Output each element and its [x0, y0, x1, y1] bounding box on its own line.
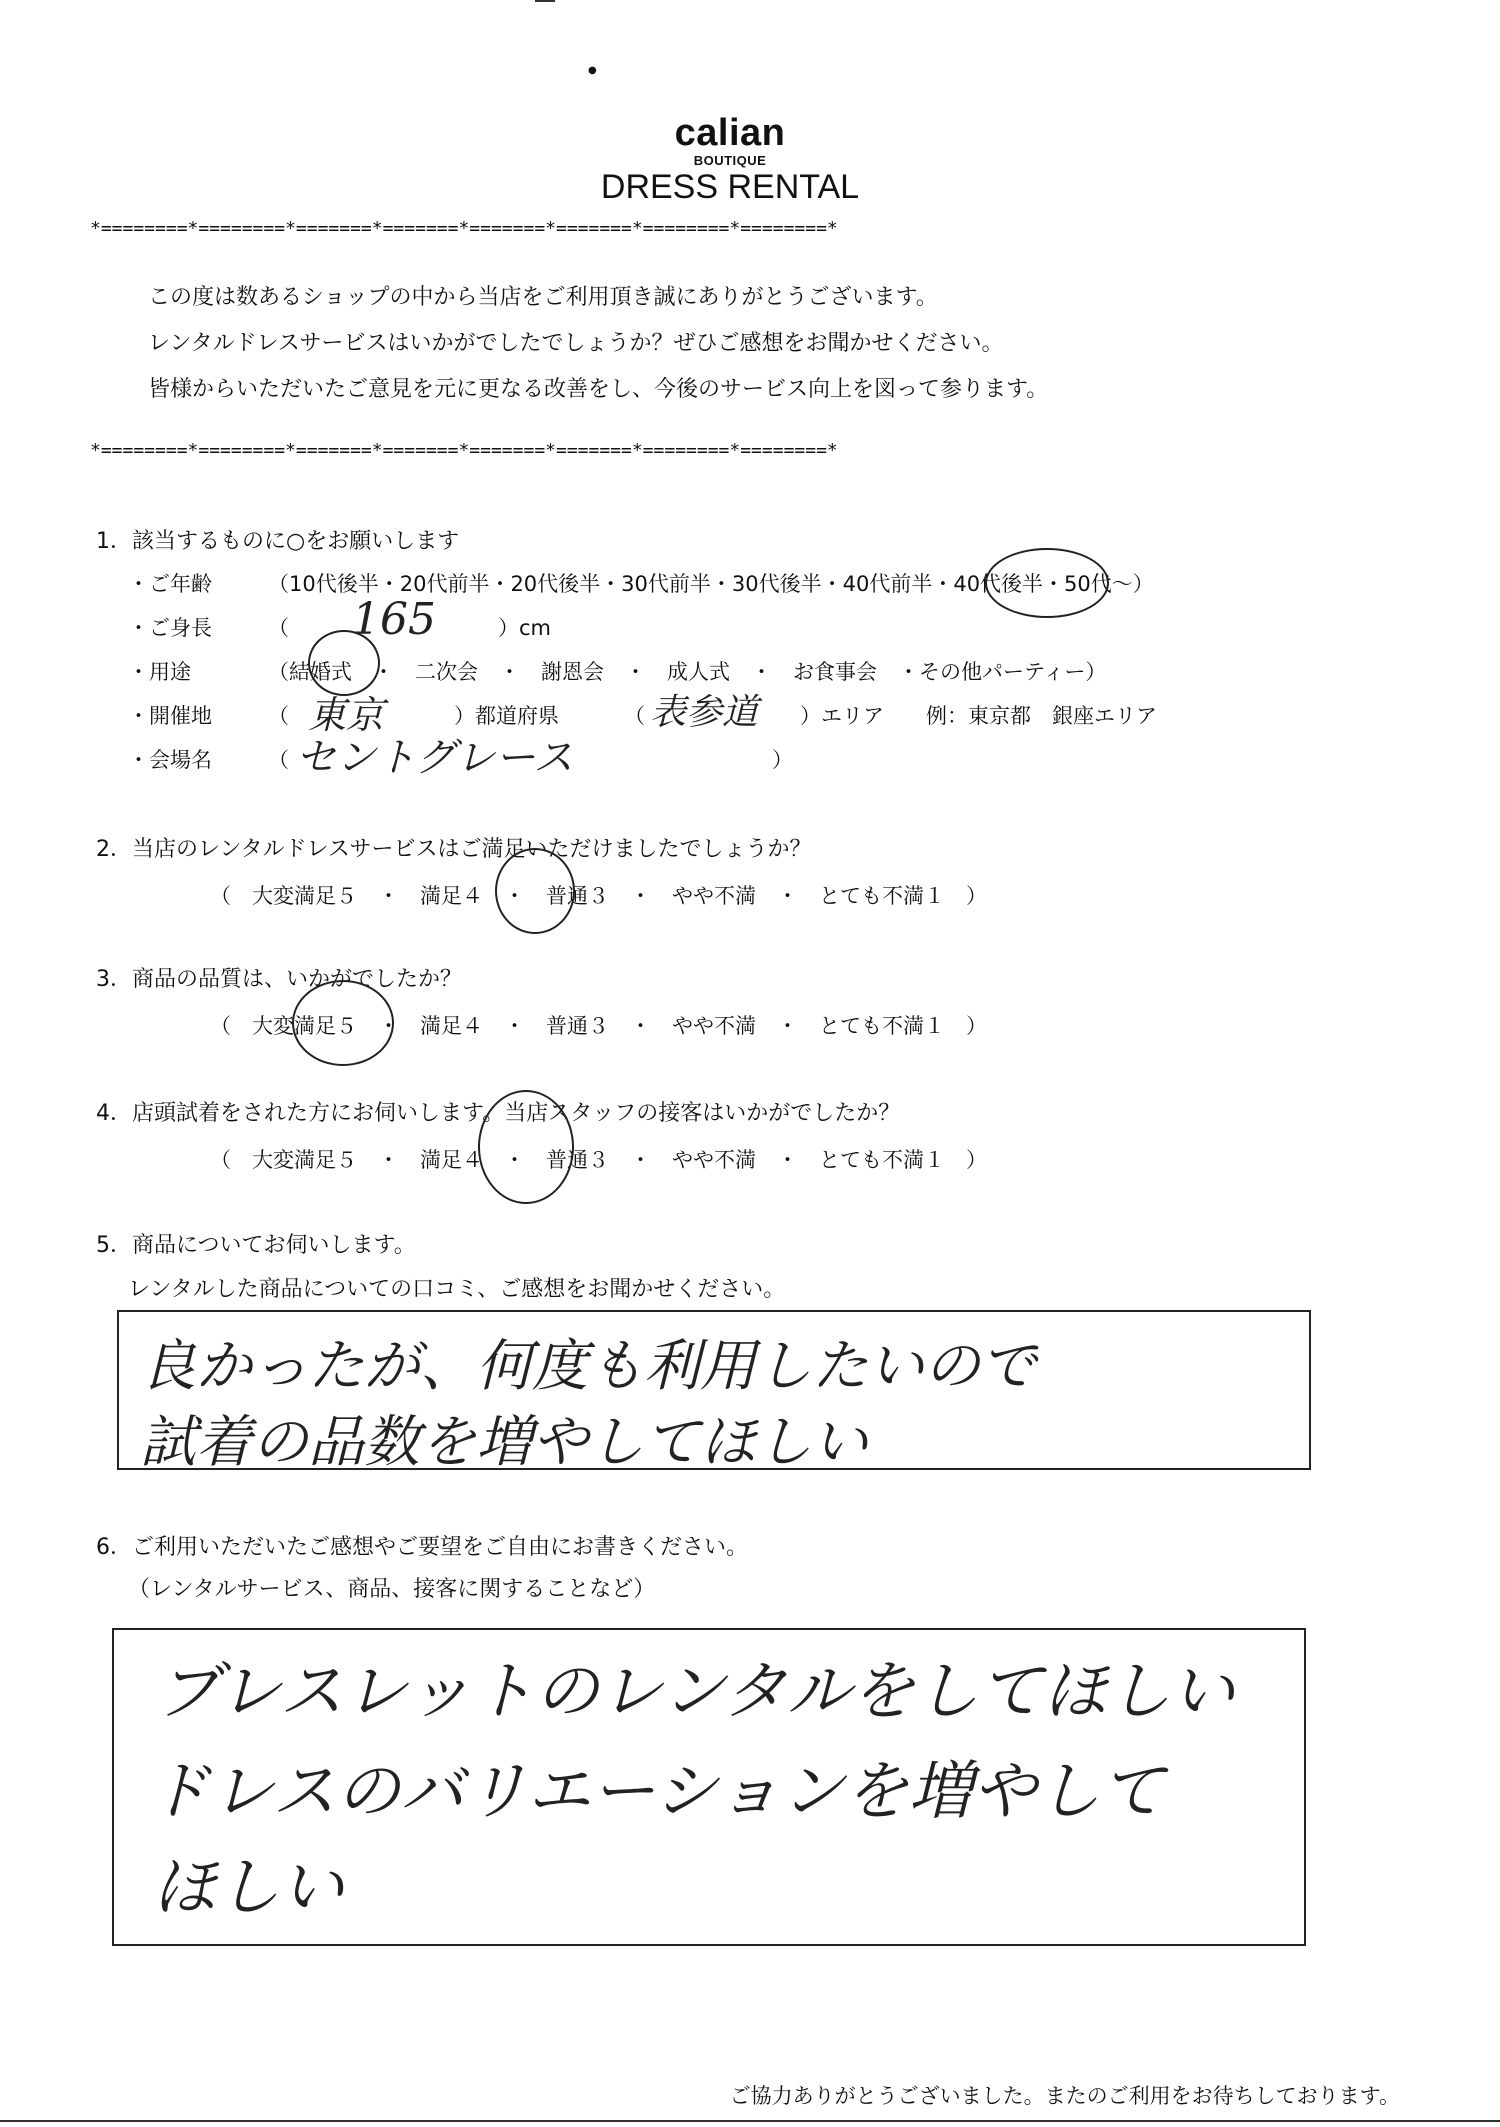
q5-answer-line-2: 試着の品数を増やしてほしい — [140, 1410, 868, 1475]
divider-bottom: *========*========*=======*=======*=======*=======*========*========* — [90, 440, 838, 461]
q3-title: 3．商品の品質は、いかがでしたか？ — [96, 967, 462, 992]
q2-selection-circle — [495, 848, 575, 934]
q3-options: （ 大変満足５ ・ 満足４ ・ 普通３ ・ やや不満 ・ とても不満１ ） — [210, 1014, 987, 1038]
q1-age-options: （10代後半・20代前半・20代後半・30代前半・30代後半・40代前半・40代後半・50代〜） — [268, 572, 1154, 596]
q5-subtitle: レンタルした商品についての口コミ、ご感想をお聞かせください。 — [128, 1277, 786, 1302]
q1-area-open: （ — [268, 704, 289, 728]
intro-line-1: この度は数あるショップの中から当店をご利用頂き誠にありがとうございます。 — [148, 285, 938, 310]
q4-selection-circle — [478, 1090, 574, 1204]
footer-thanks: ご協力ありがとうございました。またのご利用をお待ちしております。 — [729, 2084, 1400, 2108]
q1-age-label: ・ご年齢 — [128, 572, 212, 596]
q6-subtitle: （レンタルサービス、商品、接客に関することなど） — [128, 1577, 656, 1602]
q1-height-unit: ）cm — [498, 616, 552, 640]
q1-purpose-label: ・用途 — [128, 660, 191, 684]
q1-prefecture-value: 東京 — [308, 693, 385, 737]
q3-selection-circle — [292, 980, 394, 1066]
q4-options: （ 大変満足５ ・ 満足４ ・ 普通３ ・ やや不満 ・ とても不満１ ） — [210, 1148, 987, 1172]
q1-area-open-2: （ — [624, 704, 645, 728]
q1-area-label: ・開催地 — [128, 704, 212, 728]
page-title: DRESS RENTAL — [600, 168, 860, 206]
brand-sub: BOUTIQUE — [693, 153, 767, 168]
q2-options: （ 大変満足５ ・ 満足４ ・ 普通３ ・ やや不満 ・ とても不満１ ） — [210, 884, 987, 908]
q1-height-value: 165 — [352, 594, 436, 645]
brand-logo: calian — [674, 112, 786, 154]
q5-title: 5．商品についてお伺いします。 — [96, 1233, 416, 1258]
q1-venue-label: ・会場名 — [128, 748, 212, 772]
scan-top-mark — [535, 0, 555, 2]
q5-answer-line-1: 良かったが、何度も利用したいので — [140, 1334, 1036, 1399]
q1-venue-open: （ — [268, 748, 289, 772]
q1-height-label: ・ご身長 — [128, 616, 212, 640]
q4-title: 4．店頭試着をされた方にお伺いします。当店スタッフの接客はいかがでしたか？ — [96, 1101, 901, 1126]
q6-answer-line-1: ブレスレットのレンタルをしてほしい — [156, 1655, 1235, 1729]
q1-height-open: （ — [268, 616, 289, 640]
q6-answer-line-2: ドレスのバリエーションを増やして — [146, 1755, 1165, 1829]
scan-bottom-edge — [0, 2120, 1500, 2122]
q1-venue-close: ） — [772, 748, 793, 772]
age-selection-circle — [985, 548, 1109, 618]
q1-area-value: 表参道 — [650, 692, 759, 733]
q6-answer-line-3: ほしい — [152, 1851, 344, 1925]
q1-title: 1．該当するものに○をお願いします — [96, 529, 460, 554]
q2-title: 2．当店のレンタルドレスサービスはご満足いただけましたでしょうか？ — [96, 837, 812, 862]
intro-line-2: レンタルドレスサービスはいかがでしたでしょうか？ぜひご感想をお聞かせください。 — [148, 331, 1004, 356]
q1-prefecture-suffix: ）都道府県 — [454, 704, 559, 728]
q1-venue-value: セントグレース — [296, 735, 574, 781]
divider-top: *========*========*=======*=======*=======*=======*========*========* — [90, 218, 838, 239]
dot-icon: ● — [588, 65, 597, 76]
q6-title: 6．ご利用いただいたご感想やご要望をご自由にお書きください。 — [96, 1535, 748, 1560]
q1-purpose-options: （結婚式 ・ 二次会 ・ 謝恩会 ・ 成人式 ・ お食事会 ・その他パーティー） — [268, 660, 1107, 684]
q1-area-suffix: ）エリア 例：東京都 銀座エリア — [800, 704, 1157, 728]
intro-line-3: 皆様からいただいたご意見を元に更なる改善をし、今後のサービス向上を図って参ります。 — [148, 377, 1049, 402]
